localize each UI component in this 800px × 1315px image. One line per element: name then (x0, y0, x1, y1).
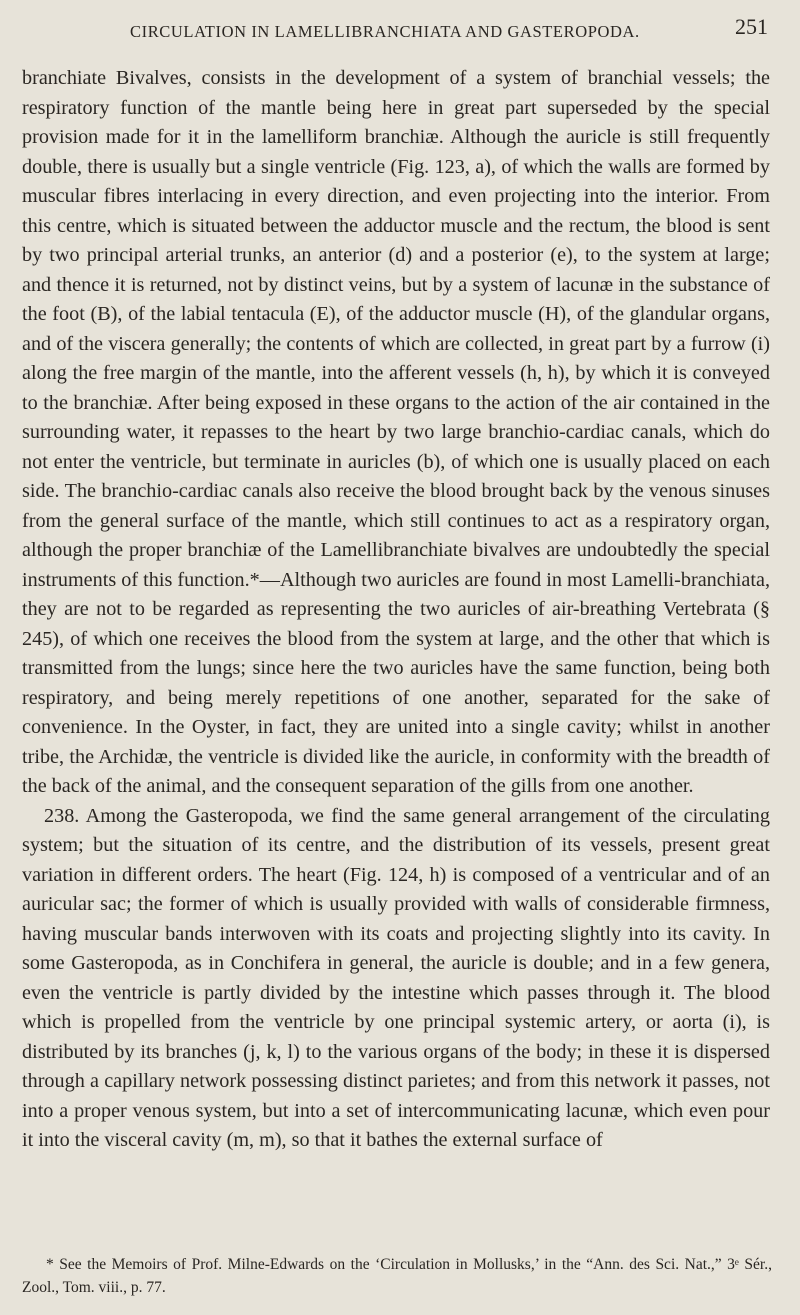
footnote (22, 1253, 772, 1299)
page-number: 251 (735, 14, 768, 39)
paragraph-branchiate-bivalves: branchiate Bivalves, consists in the development of a system of branchial vessels; the respiratory function of the mantle being here in great part superseded by the special provision made for it in the lamelliform branchiæ. Although the auricle is still frequently double, there is usually but a single ventricle (Fig. 123, a), of which the walls are formed by muscular fibres interlacing in every direction, and even projecting into the interior. From this centre, which is situated between the adductor muscle and the rectum, the blood is sent by two principal arterial trunks, an anterior (d) and a posterior (e), to the system at large; and thence it is returned, not by distinct veins, but by a system of lacunæ in the substance of the foot (B), of the labial tentacula (E), of the adductor muscle (H), of the glandular organs, and of the viscera generally; the contents of which are collected, in great part by a furrow (i) along the free margin of the mantle, into the afferent vessels (h, h), by which it is conveyed to the branchiæ. After being exposed in these organs to the action of the air contained in the surrounding water, it repasses to the heart by two large branchio-cardiac canals, which do not enter the ventricle, but terminate in auricles (b), of which one is usually placed on each side. The branchio-cardiac canals also receive the blood brought back by the venous sinuses from the general surface of the mantle, which still continues to act as a respiratory organ, although the proper branchiæ of the Lamellibranchiate bivalves are undoubtedly the special instruments of this function.*—Although two auricles are found in most Lamelli-branchiata, they are not to be regarded as representing the two auricles of air-breathing Vertebrata (§ 245), of which one receives the blood from the system at large, and the other that which is transmitted from the lungs; since here the two auricles have the same function, being both respiratory, and being merely repetitions of one another, separated for the sake of convenience. In the Oyster, in fact, they are united into a single cavity; whilst in another tribe, the Archidæ, the ventricle is divided like the auricle, in conformity with the breadth of the back of the animal, and the consequent separation of the gills from one another. (22, 67, 770, 797)
page-header (0, 8, 800, 42)
body-text (22, 64, 770, 1156)
footnote-text: * See the Memoirs of Prof. Milne-Edwards on the ‘Circulation in Mollusks,’ in the “Ann. des Sci. Nat.,” 3ᵉ Sér., Zool., Tom. viii., p. 77. (22, 1256, 772, 1296)
running-head: CIRCULATION IN LAMELLIBRANCHIATA AND GASTEROPODA. (130, 22, 640, 41)
paragraph-238-gasteropoda: 238. Among the Gasteropoda, we find the same general arrangement of the circulating system; but the situation of its centre, and the distribution of its vessels, present great variation in different orders. The heart (Fig. 124, h) is composed of a ventricular and of an auricular sac; the former of which is usually provided with walls of considerable firmness, having muscular bands interwoven with its coats and projecting slightly into its cavity. In some Gasteropoda, as in Conchifera in general, the auricle is double; and in a few genera, even the ventricle is partly divided by the intestine which passes through it. The blood which is propelled from the ventricle by one principal systemic artery, or aorta (i), is distributed by its branches (j, k, l) to the various organs of the body; in these it is dispersed through a capillary network possessing distinct parietes; and from this network it passes, not into a proper venous system, but into a set of intercommunicating lacunæ, which even pour it into the visceral cavity (m, m), so that it bathes the external surface of (22, 804, 770, 1151)
